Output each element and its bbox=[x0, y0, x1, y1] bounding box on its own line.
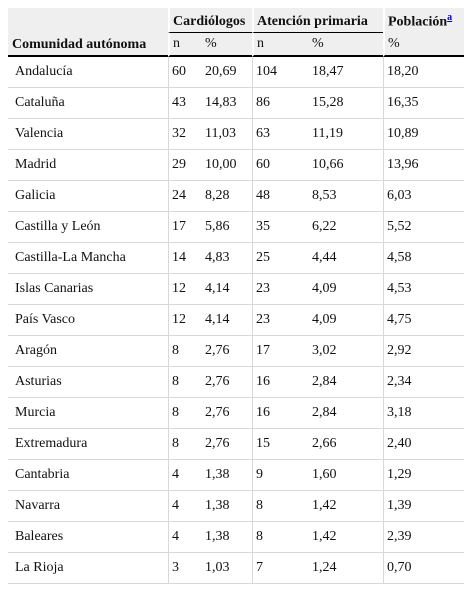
cell-region: Murcia bbox=[8, 398, 168, 429]
cell-primary-care-pct: 2,84 bbox=[309, 398, 383, 429]
subheader-cardiologists-pct: % bbox=[202, 33, 252, 57]
table-row bbox=[8, 336, 464, 367]
cell-region: Navarra bbox=[8, 491, 168, 522]
cell-cardiologists-pct: 1,03 bbox=[202, 553, 252, 584]
cell-primary-care-pct: 6,22 bbox=[309, 212, 383, 243]
cell-population-pct: 18,20 bbox=[383, 57, 464, 88]
cell-primary-care-n: 16 bbox=[252, 398, 309, 429]
cell-region: Andalucía bbox=[8, 57, 168, 88]
cell-cardiologists-pct: 1,38 bbox=[202, 460, 252, 491]
cell-cardiologists-pct: 2,76 bbox=[202, 398, 252, 429]
cell-cardiologists-pct: 10,00 bbox=[202, 150, 252, 181]
cell-primary-care-n: 35 bbox=[252, 212, 309, 243]
table-header bbox=[8, 8, 464, 57]
cell-population-pct: 4,75 bbox=[383, 305, 464, 336]
cell-region: Cantabria bbox=[8, 460, 168, 491]
cell-primary-care-pct: 11,19 bbox=[309, 119, 383, 150]
column-header-population bbox=[383, 8, 464, 33]
cell-population-pct: 1,39 bbox=[383, 491, 464, 522]
cell-region: País Vasco bbox=[8, 305, 168, 336]
cell-cardiologists-n: 12 bbox=[168, 305, 202, 336]
subheader-cardiologists-n: n bbox=[168, 33, 202, 57]
cell-primary-care-n: 60 bbox=[252, 150, 309, 181]
cell-primary-care-pct: 1,42 bbox=[309, 522, 383, 553]
cell-region: Madrid bbox=[8, 150, 168, 181]
table-row bbox=[8, 367, 464, 398]
cell-cardiologists-n: 14 bbox=[168, 243, 202, 274]
cell-primary-care-pct: 1,42 bbox=[309, 491, 383, 522]
cell-region: La Rioja bbox=[8, 553, 168, 584]
cell-primary-care-n: 25 bbox=[252, 243, 309, 274]
cell-primary-care-n: 8 bbox=[252, 491, 309, 522]
cell-primary-care-n: 23 bbox=[252, 305, 309, 336]
cell-cardiologists-n: 8 bbox=[168, 429, 202, 460]
cell-cardiologists-pct: 4,83 bbox=[202, 243, 252, 274]
cell-population-pct: 4,53 bbox=[383, 274, 464, 305]
cell-region: Cataluña bbox=[8, 88, 168, 119]
cell-primary-care-n: 9 bbox=[252, 460, 309, 491]
cell-cardiologists-pct: 11,03 bbox=[202, 119, 252, 150]
cell-cardiologists-n: 12 bbox=[168, 274, 202, 305]
cell-cardiologists-n: 24 bbox=[168, 181, 202, 212]
cell-region: Extremadura bbox=[8, 429, 168, 460]
cell-cardiologists-n: 8 bbox=[168, 336, 202, 367]
cell-region: Asturias bbox=[8, 367, 168, 398]
table-row bbox=[8, 274, 464, 305]
population-footnote-link[interactable]: a bbox=[447, 12, 453, 24]
cell-cardiologists-pct: 5,86 bbox=[202, 212, 252, 243]
cell-region: Baleares bbox=[8, 522, 168, 553]
table-row bbox=[8, 57, 464, 88]
cell-cardiologists-pct: 2,76 bbox=[202, 367, 252, 398]
cell-cardiologists-pct: 2,76 bbox=[202, 336, 252, 367]
table-row bbox=[8, 460, 464, 491]
subheader-population-pct: % bbox=[383, 33, 464, 57]
cell-cardiologists-n: 32 bbox=[168, 119, 202, 150]
cell-cardiologists-n: 43 bbox=[168, 88, 202, 119]
cell-cardiologists-n: 4 bbox=[168, 491, 202, 522]
table-row bbox=[8, 553, 464, 584]
table-body bbox=[8, 57, 464, 584]
cell-population-pct: 0,70 bbox=[383, 553, 464, 584]
cell-population-pct: 4,58 bbox=[383, 243, 464, 274]
cell-primary-care-n: 23 bbox=[252, 274, 309, 305]
cell-primary-care-n: 63 bbox=[252, 119, 309, 150]
cell-population-pct: 6,03 bbox=[383, 181, 464, 212]
subheader-primary-care-pct: % bbox=[309, 33, 383, 57]
cell-cardiologists-n: 3 bbox=[168, 553, 202, 584]
cell-population-pct: 3,18 bbox=[383, 398, 464, 429]
table-row bbox=[8, 398, 464, 429]
cell-primary-care-pct: 4,44 bbox=[309, 243, 383, 274]
cell-primary-care-pct: 15,28 bbox=[309, 88, 383, 119]
cell-cardiologists-pct: 14,83 bbox=[202, 88, 252, 119]
cell-cardiologists-n: 60 bbox=[168, 57, 202, 88]
table-row bbox=[8, 243, 464, 274]
cell-population-pct: 2,39 bbox=[383, 522, 464, 553]
header-row-groups bbox=[8, 8, 464, 33]
column-group-primary-care: Atención primaria bbox=[252, 8, 383, 33]
subheader-primary-care-n: n bbox=[252, 33, 309, 57]
cell-primary-care-pct: 1,60 bbox=[309, 460, 383, 491]
cell-cardiologists-pct: 1,38 bbox=[202, 522, 252, 553]
cell-primary-care-pct: 4,09 bbox=[309, 305, 383, 336]
cell-region: Aragón bbox=[8, 336, 168, 367]
cell-primary-care-pct: 1,24 bbox=[309, 553, 383, 584]
cell-primary-care-pct: 10,66 bbox=[309, 150, 383, 181]
cell-primary-care-n: 16 bbox=[252, 367, 309, 398]
regional-distribution-table bbox=[8, 8, 464, 584]
cell-primary-care-pct: 2,66 bbox=[309, 429, 383, 460]
cell-cardiologists-pct: 8,28 bbox=[202, 181, 252, 212]
cell-primary-care-n: 8 bbox=[252, 522, 309, 553]
table-row bbox=[8, 491, 464, 522]
population-label: Población bbox=[388, 15, 448, 30]
cell-primary-care-pct: 18,47 bbox=[309, 57, 383, 88]
cell-region: Castilla-La Mancha bbox=[8, 243, 168, 274]
cell-population-pct: 13,96 bbox=[383, 150, 464, 181]
cell-region: Galicia bbox=[8, 181, 168, 212]
table-row bbox=[8, 150, 464, 181]
table-row bbox=[8, 429, 464, 460]
cell-primary-care-pct: 2,84 bbox=[309, 367, 383, 398]
table-row bbox=[8, 119, 464, 150]
cell-population-pct: 2,40 bbox=[383, 429, 464, 460]
cell-cardiologists-pct: 2,76 bbox=[202, 429, 252, 460]
cell-population-pct: 2,92 bbox=[383, 336, 464, 367]
cell-primary-care-n: 15 bbox=[252, 429, 309, 460]
table-row bbox=[8, 522, 464, 553]
cell-cardiologists-n: 8 bbox=[168, 398, 202, 429]
cell-cardiologists-n: 8 bbox=[168, 367, 202, 398]
cell-cardiologists-n: 4 bbox=[168, 460, 202, 491]
cell-primary-care-n: 7 bbox=[252, 553, 309, 584]
cell-primary-care-n: 86 bbox=[252, 88, 309, 119]
cell-population-pct: 10,89 bbox=[383, 119, 464, 150]
cell-cardiologists-n: 4 bbox=[168, 522, 202, 553]
cell-cardiologists-pct: 20,69 bbox=[202, 57, 252, 88]
cell-primary-care-pct: 8,53 bbox=[309, 181, 383, 212]
table-row bbox=[8, 305, 464, 336]
cell-primary-care-pct: 3,02 bbox=[309, 336, 383, 367]
cell-cardiologists-n: 29 bbox=[168, 150, 202, 181]
cell-population-pct: 2,34 bbox=[383, 367, 464, 398]
cell-cardiologists-pct: 4,14 bbox=[202, 274, 252, 305]
cell-region: Castilla y León bbox=[8, 212, 168, 243]
table-row bbox=[8, 181, 464, 212]
table-row bbox=[8, 212, 464, 243]
cell-population-pct: 5,52 bbox=[383, 212, 464, 243]
cell-primary-care-n: 104 bbox=[252, 57, 309, 88]
cell-primary-care-pct: 4,09 bbox=[309, 274, 383, 305]
cell-region: Valencia bbox=[8, 119, 168, 150]
cell-population-pct: 16,35 bbox=[383, 88, 464, 119]
cell-primary-care-n: 17 bbox=[252, 336, 309, 367]
column-header-region: Comunidad autónoma bbox=[8, 8, 168, 57]
column-group-cardiologists: Cardiólogos bbox=[168, 8, 252, 33]
table-row bbox=[8, 88, 464, 119]
cell-cardiologists-pct: 1,38 bbox=[202, 491, 252, 522]
cell-primary-care-n: 48 bbox=[252, 181, 309, 212]
cell-population-pct: 1,29 bbox=[383, 460, 464, 491]
cell-cardiologists-n: 17 bbox=[168, 212, 202, 243]
cell-cardiologists-pct: 4,14 bbox=[202, 305, 252, 336]
cell-region: Islas Canarias bbox=[8, 274, 168, 305]
